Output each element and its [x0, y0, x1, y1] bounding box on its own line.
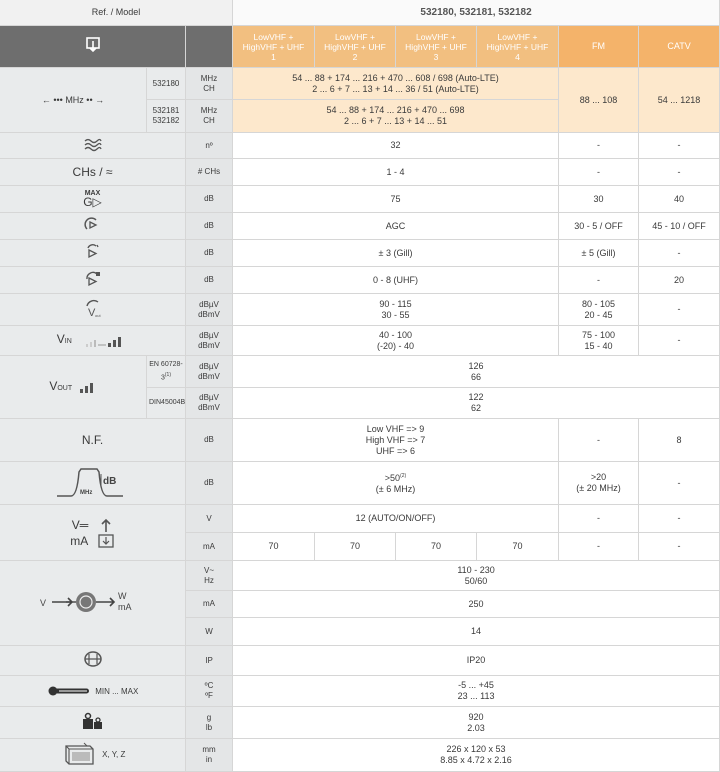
nf-value: Low VHF => 9 High VHF => 7 UHF => 6 [233, 419, 559, 462]
filter-icon [0, 133, 186, 159]
chs-value: 1 - 4 [233, 159, 559, 186]
agc-unit: dB [186, 213, 233, 240]
supply-v-unit: V~ Hz [186, 561, 233, 591]
nf-catv: 8 [639, 419, 720, 462]
catv-range: 54 ... 1218 [639, 68, 720, 133]
vin-fm: 75 - 100 15 - 40 [559, 326, 639, 356]
weight-value: 920 2.03 [233, 707, 720, 739]
signal-bars-icon [84, 335, 128, 347]
svg-text:MHz: MHz [79, 489, 92, 496]
gain-reg-value: ± 3 (Gill) [233, 240, 559, 267]
dims-value: 226 x 120 x 53 8.85 x 4.72 x 2.16 [233, 739, 720, 772]
power-v-fm: - [559, 505, 639, 533]
power-output-label: V═ mA [0, 505, 186, 561]
model-532181-532182: 532181 532182 [147, 100, 186, 133]
slope-icon [0, 267, 186, 294]
vout-reg-catv: - [639, 294, 720, 326]
band-col-4: LowVHF + HighVHF + UHF 4 [477, 26, 559, 68]
selectivity-value: $>50^{(2)}$ (± 6 MHz) [233, 462, 559, 505]
vout-value-en: 126 66 [233, 356, 720, 388]
svg-text:V: V [87, 307, 95, 318]
vin-value: 40 - 100 (-20) - 40 [233, 326, 559, 356]
vout-value-din: 122 62 [233, 388, 720, 419]
supply-w-value: 14 [233, 618, 720, 646]
temp-unit: ºC ºF [186, 676, 233, 707]
power-ma-4: 70 [477, 533, 559, 561]
dims-unit: mm in [186, 739, 233, 772]
nf-fm: - [559, 419, 639, 462]
gain-reg-unit: dB [186, 240, 233, 267]
fm-header: FM [559, 26, 639, 68]
slope-value: 0 - 8 (UHF) [233, 267, 559, 294]
agc-catv: 45 - 10 / OFF [639, 213, 720, 240]
header-spacer [186, 26, 233, 68]
gain-reg-fm: ± 5 (Gill) [559, 240, 639, 267]
temperature-label: MIN ... MAX [0, 676, 186, 707]
gain-regulation-icon [0, 240, 186, 267]
chs-catv: - [639, 159, 720, 186]
ip-value: IP20 [233, 646, 720, 676]
power-ma-3: 70 [396, 533, 477, 561]
temp-value: -5 ... +45 23 ... 113 [233, 676, 720, 707]
gain-catv: 40 [639, 186, 720, 213]
ref-model-label: Ref. / Model [0, 0, 233, 26]
signal-bars-icon [79, 381, 97, 393]
filters-fm: - [559, 133, 639, 159]
selectivity-catv: - [639, 462, 720, 505]
gain-reg-catv: - [639, 240, 720, 267]
slope-catv: 20 [639, 267, 720, 294]
vout-std-en: EN 60728-3$^{(1)}$ [147, 356, 186, 388]
freq-unit-1: MHz CH [186, 68, 233, 100]
ip-protection-icon [0, 646, 186, 676]
agc-icon [0, 213, 186, 240]
model-numbers: 532180, 532181, 532182 [233, 0, 720, 26]
weight-unit: g lb [186, 707, 233, 739]
power-ma-fm: - [559, 533, 639, 561]
agc-fm: 30 - 5 / OFF [559, 213, 639, 240]
power-ma-1: 70 [233, 533, 315, 561]
dimensions-label: X, Y, Z [0, 739, 186, 772]
power-v-value: 12 (AUTO/ON/OFF) [233, 505, 559, 533]
freq-range-532180: 54 ... 88 + 174 ... 216 + 470 ... 608 / 698 (Auto-LTE) 2 ... 6 + 7 ... 13 + 14 ... 36 / 51 (Auto-LTE) [233, 68, 559, 100]
supply-ma-value: 250 [233, 591, 720, 618]
vout-reg-unit: dBµV dBmV [186, 294, 233, 326]
vin-catv: - [639, 326, 720, 356]
band-col-1: LowVHF + HighVHF + UHF 1 [233, 26, 315, 68]
selectivity-fm: >20 (± 20 MHz) [559, 462, 639, 505]
selectivity-unit: dB [186, 462, 233, 505]
freq-range-532181: 54 ... 88 + 174 ... 216 + 470 ... 698 2 ... 6 + 7 ... 13 + 14 ... 51 [233, 100, 559, 133]
slope-unit: dB [186, 267, 233, 294]
vout-unit-1: dBµV dBmV [186, 356, 233, 388]
power-supply-icon [0, 561, 186, 646]
svg-text:W: W [117, 590, 126, 601]
supply-w-unit: W [186, 618, 233, 646]
max-gain-icon: MAX G▷ [0, 186, 186, 213]
agc-value: AGC [233, 213, 559, 240]
svg-text:dB: dB [102, 475, 116, 487]
dimensions-icon [60, 742, 96, 768]
model-532180: 532180 [147, 68, 186, 100]
weight-icon [0, 707, 186, 739]
chs-fm: - [559, 159, 639, 186]
freq-unit-2: MHz CH [186, 100, 233, 133]
vout-unit-2: dBµV dBmV [186, 388, 233, 419]
power-ma-catv: - [639, 533, 720, 561]
supply-ma-unit: mA [186, 591, 233, 618]
gain-unit: dB [186, 186, 233, 213]
ip-unit: IP [186, 646, 233, 676]
frequency-label: ← ••• MHz •• → [0, 68, 147, 133]
selectivity-curve-icon [0, 462, 186, 505]
svg-text:mA: mA [117, 601, 131, 612]
thermometer-icon [47, 686, 91, 696]
power-ma-2: 70 [315, 533, 396, 561]
nf-unit: dB [186, 419, 233, 462]
power-v-unit: V [186, 505, 233, 533]
gain-fm: 30 [559, 186, 639, 213]
vin-label: VIN [0, 326, 186, 356]
power-v-catv: - [639, 505, 720, 533]
filters-catv: - [639, 133, 720, 159]
svg-text:out: out [94, 313, 101, 318]
vout-std-din: DIN45004B [147, 388, 186, 419]
gain-value: 75 [233, 186, 559, 213]
chs-unit: # CHs [186, 159, 233, 186]
noise-figure-label: N.F. [0, 419, 186, 462]
power-ma-unit: mA [186, 533, 233, 561]
filters-unit: nº [186, 133, 233, 159]
band-col-3: LowVHF + HighVHF + UHF 3 [396, 26, 477, 68]
antenna-box-icon [0, 26, 186, 68]
channels-per-filter-label: CHs / ≈ [0, 159, 186, 186]
vin-unit: dBµV dBmV [186, 326, 233, 356]
band-col-2: LowVHF + HighVHF + UHF 2 [315, 26, 396, 68]
vout-reg-icon [0, 294, 186, 326]
catv-header: CATV [639, 26, 720, 68]
slope-fm: - [559, 267, 639, 294]
vout-label: VOUT [0, 356, 147, 419]
fm-range: 88 ... 108 [559, 68, 639, 133]
vout-reg-fm: 80 - 105 20 - 45 [559, 294, 639, 326]
svg-text:V: V [39, 597, 46, 608]
filters-value: 32 [233, 133, 559, 159]
vout-reg-value: 90 - 115 30 - 55 [233, 294, 559, 326]
power-output-icon [97, 518, 115, 548]
supply-v-value: 110 - 230 50/60 [233, 561, 720, 591]
